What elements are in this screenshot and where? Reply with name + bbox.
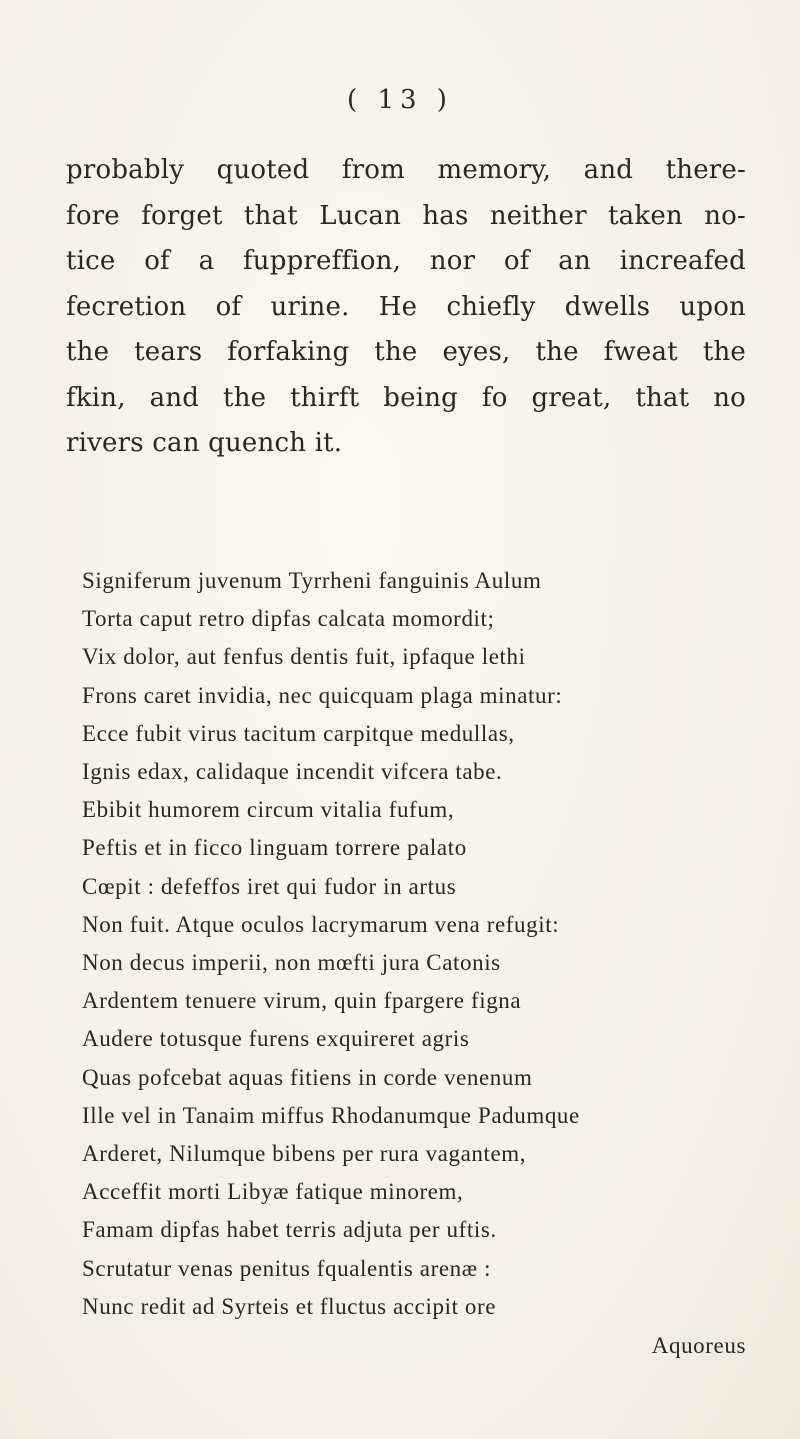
prose-line: fore forget that Lucan has neither taken no- xyxy=(66,200,746,231)
verse-line: Ebibit humorem circum vitalia fufum, xyxy=(82,797,455,823)
prose-line: tice of a fuppreffion, nor of an increafed xyxy=(66,246,746,276)
latin-verse-quotation xyxy=(82,562,762,1326)
verse-line: Famam dipfas habet terris adjuta per uftis. xyxy=(82,1217,497,1243)
verse-line: Ardentem tenuere virum, quin fpargere figna xyxy=(82,988,522,1014)
verse-line: Quas pofcebat aquas fitiens in corde venenum xyxy=(82,1064,533,1090)
prose-line: fecretion of urine. He chiefly dwells upon xyxy=(66,291,746,322)
verse-line: Non fuit. Atque oculos lacrymarum vena refugit: xyxy=(82,911,560,937)
verse-line: Arderet, Nilumque bibens per rura vagantem, xyxy=(82,1141,527,1167)
verse-line: Signiferum juvenum Tyrrheni fanguinis Aulum xyxy=(82,568,542,593)
verse-line: Non decus imperii, non mœfti jura Catonis xyxy=(82,950,501,976)
catchword: Aquoreus xyxy=(651,1333,746,1358)
verse-line: Scrutatur venas penitus fqualentis arenæ : xyxy=(82,1255,492,1281)
verse-line: Frons caret invidia, nec quicquam plaga minatur: xyxy=(82,682,563,708)
verse-line: Nunc redit ad Syrteis et fluctus accipit ore xyxy=(82,1293,497,1319)
verse-line: Peftis et in ficco linguam torrere palato xyxy=(82,835,467,861)
verse-line: Vix dolor, aut fenfus dentis fuit, ipfaque lethi xyxy=(82,644,526,670)
prose-line: probably quoted from memory, and there- xyxy=(66,155,746,185)
prose-paragraph xyxy=(66,148,746,467)
verse-line: Torta caput retro dipfas calcata momordit; xyxy=(82,606,495,632)
verse-line: Audere totusque furens exquireret agris xyxy=(82,1026,470,1052)
verse-line: Acceffit morti Libyæ fatique minorem, xyxy=(82,1179,464,1205)
verse-line: Ecce fubit virus tacitum carpitque medullas, xyxy=(82,720,515,746)
verse-line: Cœpit : defeffos iret qui fudor in artus xyxy=(82,873,457,899)
verse-line: Ignis edax, calidaque incendit vifcera tabe. xyxy=(82,759,503,785)
prose-line: fkin, and the thirft being fo great, that no xyxy=(66,382,746,413)
prose-line: rivers can quench it. xyxy=(66,428,343,458)
page-number: ( 13 ) xyxy=(347,85,453,115)
verse-line: Ille vel in Tanaim miffus Rhodanumque Padumque xyxy=(82,1102,580,1128)
prose-line: the tears forfaking the eyes, the fweat the xyxy=(66,337,746,367)
